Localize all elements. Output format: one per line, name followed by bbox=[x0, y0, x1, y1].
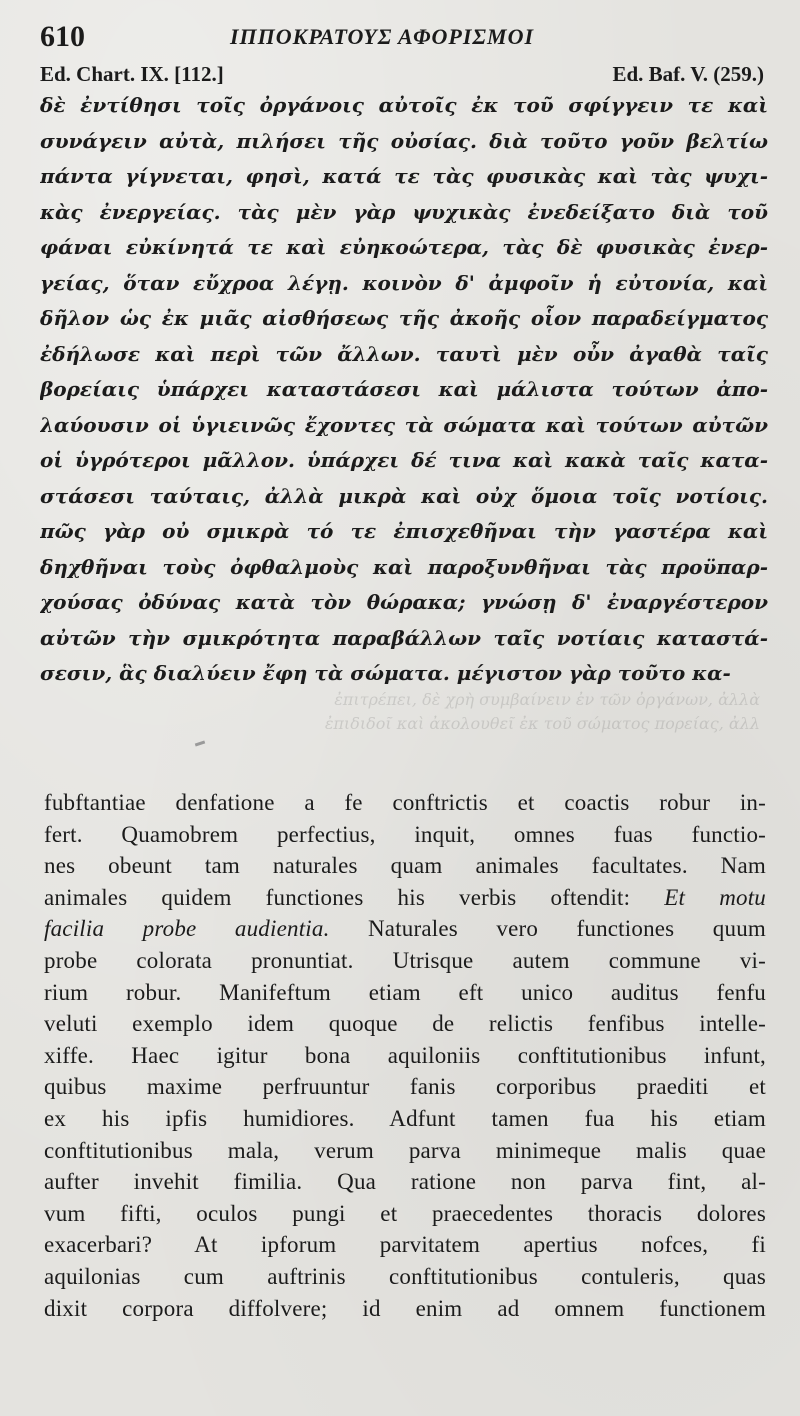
edition-chart-reference: Ed. Chart. IX. [112.] bbox=[40, 62, 224, 86]
greek-line: σεσιν, ἃς διαλύειν ἔφη τὰ σώματα. μέγιστον γὰρ τοῦτο κα- bbox=[40, 661, 731, 685]
greek-line: στάσεσι ταύταις, ἀλλὰ μικρὰ καὶ οὐχ ὅμοια τοῖς νοτίοις. bbox=[40, 483, 768, 508]
latin-line bbox=[44, 945, 766, 977]
latin-line bbox=[44, 1135, 766, 1167]
latin-text: nes obeunt tam naturales quam animales facultates. Nam bbox=[44, 853, 766, 879]
bleed-through-line: ἐπιτρέπει, δὲ χρὴ συμβαίνειν ἐν τῶν ὀργάνων, ἀλλὰ bbox=[334, 690, 760, 709]
latin-text: aquilonias cum auftrinis conftitutionibus contuleris, quas bbox=[44, 1263, 766, 1289]
latin-italic-text: facilia probe audientia. bbox=[44, 916, 330, 942]
latin-text: vum fifti, oculos pungi et praecedentes thoracis dolores bbox=[44, 1200, 766, 1226]
latin-italic-text: Et motu bbox=[664, 884, 766, 910]
greek-line: συνάγειν αὐτὰ, πιλήσει τῆς οὐσίας. διὰ τοῦτο γοῦν βελτίω bbox=[40, 128, 768, 153]
greek-line: πῶς γὰρ οὐ σμικρὰ τό τε ἐπισχεθῆναι τὴν γαστέρα καὶ bbox=[40, 519, 768, 543]
greek-line: βορείαις ὑπάρχει καταστάσεσι καὶ μάλιστα τούτων ἀπο- bbox=[40, 377, 768, 401]
greek-line: χούσας ὀδύνας κατὰ τὸν θώρακα; γνώσῃ δ' ἐναργέστερον bbox=[40, 590, 768, 614]
running-title: ΙΠΠΟΚΡΑΤΟΥΣ ΑΦΟΡΙΣΜΟΙ bbox=[230, 24, 535, 49]
greek-line: ἐδήλωσε καὶ περὶ τῶν ἄλλων. ταυτὶ μὲν οὖν ἀγαθὰ ταῖς bbox=[40, 341, 768, 366]
greek-line: φάναι εὐκίνητά τε καὶ εὐηκοώτερα, τὰς δὲ φυσικὰς ἐνερ- bbox=[40, 235, 768, 259]
latin-text: Naturales vero functiones quum bbox=[368, 916, 766, 942]
latin-line bbox=[44, 1293, 766, 1325]
latin-line bbox=[44, 1166, 766, 1198]
latin-text: fert. Quamobrem perfectius, inquit, omnes fuas functio- bbox=[44, 821, 766, 847]
latin-text: quibus maxime perfruuntur fanis corporibus praediti et bbox=[44, 1074, 766, 1100]
latin-line bbox=[44, 1103, 766, 1135]
latin-line bbox=[44, 1229, 766, 1261]
latin-line bbox=[44, 977, 766, 1009]
latin-text: veluti exemplo idem quoque de relictis fenfibus intelle- bbox=[44, 1011, 766, 1037]
greek-line: λαύουσιν οἱ ὑγιεινῶς ἔχοντες τὰ σώματα καὶ τούτων αὐτῶν bbox=[40, 412, 768, 437]
page-number: 610 bbox=[40, 20, 85, 53]
greek-line: αὐτῶν τὴν σμικρότητα παραβάλλων ταῖς νοτίαις καταστά- bbox=[40, 625, 768, 650]
latin-text: exacerbari? At ipforum parvitatem apertius nofces, fi bbox=[44, 1232, 766, 1258]
latin-line bbox=[44, 1040, 766, 1072]
greek-line: δηχθῆναι τοὺς ὀφθαλμοὺς καὶ παροξυνθῆναι τὰς προϋπαρ- bbox=[40, 554, 768, 579]
greek-text-block bbox=[40, 88, 768, 692]
latin-text: dixit corpora diffolvere; id enim ad omnem functionem bbox=[44, 1295, 766, 1321]
greek-line: δῆλον ὡς ἐκ μιᾶς αἰσθήσεως τῆς ἀκοῆς οἷον παραδείγματος bbox=[40, 306, 768, 330]
greek-line: πάντα γίγνεται, φησὶ, κατά τε τὰς φυσικὰς καὶ τὰς ψυχι- bbox=[40, 164, 768, 188]
latin-text: fubftantiae denfatione a fe conftrictis et coactis robur in- bbox=[44, 790, 766, 815]
latin-line bbox=[44, 882, 766, 914]
latin-text: ex his ipfis humidiores. Adfunt tamen fua his etiam bbox=[44, 1105, 766, 1131]
latin-line bbox=[44, 819, 766, 851]
latin-line bbox=[44, 787, 766, 819]
bleed-through-line: ἐπιδιδοῖ καὶ ἀκολουθεῖ ἐκ τοῦ σώματος πορείας, ἀλλ bbox=[324, 714, 760, 733]
latin-line bbox=[44, 1261, 766, 1293]
latin-line bbox=[44, 1198, 766, 1230]
greek-line: κὰς ἐνεργείας. τὰς μὲν γὰρ ψυχικὰς ἐνεδείξατο διὰ τοῦ bbox=[40, 199, 768, 224]
running-head bbox=[40, 18, 760, 58]
latin-line bbox=[44, 913, 766, 945]
greek-line: οἱ ὑγρότεροι μᾶλλον. ὑπάρχει δέ τινα καὶ κακὰ ταῖς κατα- bbox=[40, 448, 768, 472]
latin-line bbox=[44, 1071, 766, 1103]
greek-line: δὲ ἐντίθησι τοῖς ὀργάνοις αὐτοῖς ἐκ τοῦ σφίγγειν τε καὶ bbox=[40, 93, 768, 117]
latin-text: conftitutionibus mala, verum parva minimeque malis quae bbox=[44, 1137, 766, 1163]
edition-basel-reference: Ed. Baf. V. (259.) bbox=[612, 62, 764, 86]
latin-text: rium robur. Manifeftum etiam eft unico auditus fenfu bbox=[44, 979, 766, 1005]
latin-text-block bbox=[44, 787, 766, 1324]
latin-line bbox=[44, 1008, 766, 1040]
latin-text: animales quidem functiones his verbis oftendit: bbox=[44, 884, 631, 910]
bleed-through-text bbox=[40, 688, 760, 748]
latin-text: xiffe. Haec igitur bona aquiloniis conftitutionibus infunt, bbox=[44, 1042, 766, 1068]
latin-line bbox=[44, 850, 766, 882]
latin-text: probe colorata pronuntiat. Utrisque autem commune vi- bbox=[44, 947, 766, 973]
greek-line: γείας, ὅταν εὔχροα λέγῃ. κοινὸν δ' ἀμφοῖν ἡ εὐτονία, καὶ bbox=[40, 270, 768, 295]
latin-text: aufter invehit fimilia. Qua ratione non parva fint, al- bbox=[44, 1169, 766, 1195]
